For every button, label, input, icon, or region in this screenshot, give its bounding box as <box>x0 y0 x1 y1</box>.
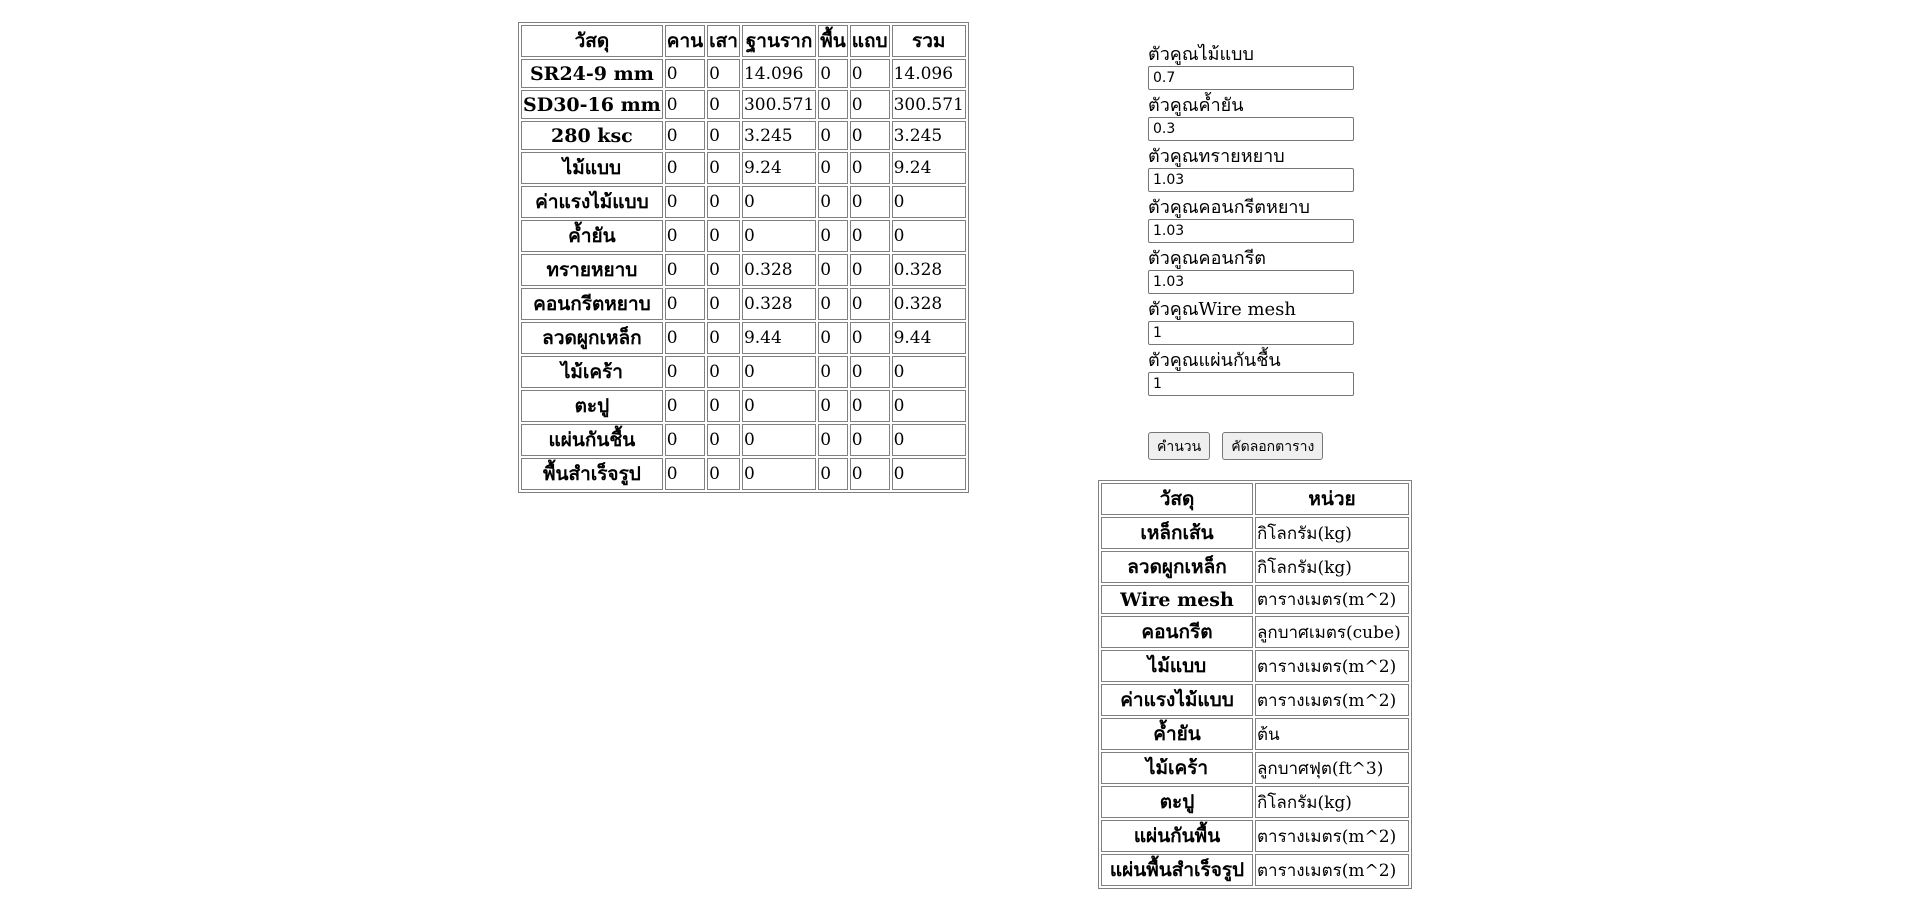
table-row <box>1101 616 1409 648</box>
unit-material-cell: ตะปู <box>1101 786 1253 818</box>
material-value-cell: 0 <box>850 152 890 184</box>
material-value-cell: 0 <box>707 288 740 320</box>
material-name-cell: ทรายหยาบ <box>521 254 663 286</box>
material-value-cell: 0 <box>665 356 705 388</box>
material-value-cell: 0 <box>818 90 848 119</box>
material-value-cell: 0 <box>707 152 740 184</box>
material-value-cell: 0 <box>707 356 740 388</box>
unit-value-cell: กิโลกรัม(kg) <box>1255 786 1409 818</box>
material-value-cell: 300.571 <box>892 90 966 119</box>
material-value-cell: 0 <box>818 152 848 184</box>
table-row <box>1101 786 1409 818</box>
table-row <box>1101 684 1409 716</box>
table-row <box>521 186 966 218</box>
material-value-cell: 0 <box>892 220 966 252</box>
material-name-cell: SD30-16 mm <box>521 90 663 119</box>
factors-panel <box>1148 44 1388 401</box>
unit-material-cell: เหล็กเส้น <box>1101 517 1253 549</box>
factor-label: ตัวคูณคอนกรีต <box>1148 248 1266 269</box>
table-row <box>521 322 966 354</box>
material-value-cell: 0 <box>665 59 705 88</box>
factor-input[interactable] <box>1148 321 1354 345</box>
unit-material-cell: แผ่นพื้นสำเร็จรูป <box>1101 854 1253 886</box>
header-footing: ฐานราก <box>742 25 816 57</box>
unit-material-cell: แผ่นกันพื้น <box>1101 820 1253 852</box>
table-row <box>1101 551 1409 583</box>
material-value-cell: 3.245 <box>892 121 966 150</box>
material-value-cell: 0.328 <box>892 288 966 320</box>
material-name-cell: 280 ksc <box>521 121 663 150</box>
copy-table-button[interactable]: คัดลอกตาราง <box>1222 432 1323 460</box>
material-value-cell: 14.096 <box>892 59 966 88</box>
material-value-cell: 0 <box>892 424 966 456</box>
material-value-cell: 0 <box>850 121 890 150</box>
material-value-cell: 0 <box>707 59 740 88</box>
material-name-cell: แผ่นกันชื้น <box>521 424 663 456</box>
material-value-cell: 3.245 <box>742 121 816 150</box>
material-value-cell: 9.44 <box>742 322 816 354</box>
material-value-cell: 0 <box>665 390 705 422</box>
material-value-cell: 0 <box>892 390 966 422</box>
unit-value-cell: ตารางเมตร(m^2) <box>1255 650 1409 682</box>
material-value-cell: 0 <box>707 186 740 218</box>
material-value-cell: 0 <box>742 186 816 218</box>
header-beam: คาน <box>665 25 705 57</box>
unit-value-cell: กิโลกรัม(kg) <box>1255 517 1409 549</box>
material-value-cell: 0 <box>818 288 848 320</box>
material-value-cell: 0 <box>850 322 890 354</box>
material-value-cell: 0 <box>850 59 890 88</box>
unit-value-cell: ลูกบาศฟุต(ft^3) <box>1255 752 1409 784</box>
material-value-cell: 0 <box>707 121 740 150</box>
material-name-cell: คอนกรีตหยาบ <box>521 288 663 320</box>
table-row <box>521 90 966 119</box>
factor-input[interactable] <box>1148 117 1354 141</box>
unit-material-cell: Wire mesh <box>1101 585 1253 614</box>
units-header-unit: หน่วย <box>1255 483 1409 515</box>
unit-value-cell: ตารางเมตร(m^2) <box>1255 820 1409 852</box>
material-name-cell: พื้นสำเร็จรูป <box>521 458 663 490</box>
unit-material-cell: ค่าแรงไม้แบบ <box>1101 684 1253 716</box>
material-name-cell: ลวดผูกเหล็ก <box>521 322 663 354</box>
unit-value-cell: กิโลกรัม(kg) <box>1255 551 1409 583</box>
material-value-cell: 0 <box>850 220 890 252</box>
table-row <box>1101 650 1409 682</box>
factor-input[interactable] <box>1148 372 1354 396</box>
action-buttons <box>1148 432 1335 460</box>
material-value-cell: 0 <box>892 186 966 218</box>
unit-value-cell: ต้น <box>1255 718 1409 750</box>
table-row <box>521 458 966 490</box>
header-strip: แถบ <box>850 25 890 57</box>
material-value-cell: 0 <box>665 322 705 354</box>
table-row <box>1101 517 1409 549</box>
material-name-cell: ไม้เคร้า <box>521 356 663 388</box>
factor-label: ตัวคูณค้ำยัน <box>1148 95 1244 116</box>
material-value-cell: 0 <box>665 121 705 150</box>
table-row <box>521 59 966 88</box>
unit-value-cell: ลูกบาศเมตร(cube) <box>1255 616 1409 648</box>
calculate-button[interactable]: คำนวน <box>1148 432 1210 460</box>
material-value-cell: 0 <box>707 220 740 252</box>
material-value-cell: 0 <box>665 90 705 119</box>
material-value-cell: 14.096 <box>742 59 816 88</box>
material-value-cell: 0 <box>892 356 966 388</box>
factor-input[interactable] <box>1148 270 1354 294</box>
material-value-cell: 0 <box>818 254 848 286</box>
material-value-cell: 0 <box>665 424 705 456</box>
unit-material-cell: ค้ำยัน <box>1101 718 1253 750</box>
units-body <box>1101 517 1409 886</box>
material-value-cell: 0 <box>850 458 890 490</box>
unit-material-cell: ลวดผูกเหล็ก <box>1101 551 1253 583</box>
table-row <box>521 254 966 286</box>
material-value-cell: 0 <box>818 356 848 388</box>
materials-header-row <box>521 25 966 57</box>
material-value-cell: 0 <box>665 220 705 252</box>
factor-label: ตัวคูณWire mesh <box>1148 299 1297 320</box>
unit-material-cell: ไม้เคร้า <box>1101 752 1253 784</box>
material-value-cell: 0 <box>665 288 705 320</box>
units-table <box>1098 480 1412 889</box>
table-row <box>1101 752 1409 784</box>
unit-value-cell: ตารางเมตร(m^2) <box>1255 585 1409 614</box>
material-value-cell: 0 <box>818 186 848 218</box>
material-value-cell: 0 <box>742 458 816 490</box>
table-row <box>521 220 966 252</box>
material-value-cell: 0 <box>818 220 848 252</box>
material-value-cell: 0 <box>665 254 705 286</box>
unit-material-cell: ไม้แบบ <box>1101 650 1253 682</box>
table-row <box>521 424 966 456</box>
table-row <box>1101 718 1409 750</box>
material-value-cell: 0 <box>818 390 848 422</box>
material-value-cell: 0 <box>707 458 740 490</box>
factor-input[interactable] <box>1148 168 1354 192</box>
units-header-row <box>1101 483 1409 515</box>
material-value-cell: 0 <box>850 356 890 388</box>
material-value-cell: 9.24 <box>892 152 966 184</box>
unit-value-cell: ตารางเมตร(m^2) <box>1255 854 1409 886</box>
material-value-cell: 0.328 <box>742 254 816 286</box>
materials-body <box>521 59 966 490</box>
factor-label: ตัวคูณแผ่นกันชื้น <box>1148 350 1281 371</box>
table-row <box>521 152 966 184</box>
units-header-material: วัสดุ <box>1101 483 1253 515</box>
material-value-cell: 0 <box>850 186 890 218</box>
material-value-cell: 0 <box>665 458 705 490</box>
material-value-cell: 0 <box>850 288 890 320</box>
material-value-cell: 0 <box>818 59 848 88</box>
material-name-cell: ค่าแรงไม้แบบ <box>521 186 663 218</box>
material-value-cell: 0.328 <box>742 288 816 320</box>
material-name-cell: ไม้แบบ <box>521 152 663 184</box>
materials-table <box>518 22 969 493</box>
factor-input[interactable] <box>1148 219 1354 243</box>
material-value-cell: 0 <box>818 458 848 490</box>
material-value-cell: 0 <box>707 322 740 354</box>
table-row <box>1101 585 1409 614</box>
material-value-cell: 0 <box>742 424 816 456</box>
material-value-cell: 300.571 <box>742 90 816 119</box>
material-value-cell: 0 <box>818 121 848 150</box>
material-value-cell: 0 <box>742 390 816 422</box>
material-name-cell: SR24-9 mm <box>521 59 663 88</box>
table-row <box>521 121 966 150</box>
material-value-cell: 0 <box>818 424 848 456</box>
unit-value-cell: ตารางเมตร(m^2) <box>1255 684 1409 716</box>
material-value-cell: 9.44 <box>892 322 966 354</box>
table-row <box>521 288 966 320</box>
material-value-cell: 0 <box>850 390 890 422</box>
table-row <box>1101 854 1409 886</box>
material-value-cell: 0 <box>707 90 740 119</box>
material-value-cell: 0 <box>742 220 816 252</box>
unit-material-cell: คอนกรีต <box>1101 616 1253 648</box>
material-value-cell: 0 <box>665 152 705 184</box>
factor-label: ตัวคูณคอนกรีตหยาบ <box>1148 197 1310 218</box>
header-total: รวม <box>892 25 966 57</box>
material-value-cell: 0.328 <box>892 254 966 286</box>
material-value-cell: 0 <box>892 458 966 490</box>
material-value-cell: 0 <box>707 390 740 422</box>
material-value-cell: 0 <box>850 254 890 286</box>
factor-input[interactable] <box>1148 66 1354 90</box>
header-material: วัสดุ <box>521 25 663 57</box>
material-name-cell: ตะปู <box>521 390 663 422</box>
material-name-cell: ค้ำยัน <box>521 220 663 252</box>
material-value-cell: 0 <box>850 424 890 456</box>
material-value-cell: 0 <box>665 186 705 218</box>
material-value-cell: 0 <box>707 424 740 456</box>
material-value-cell: 9.24 <box>742 152 816 184</box>
material-value-cell: 0 <box>818 322 848 354</box>
material-value-cell: 0 <box>850 90 890 119</box>
header-slab: พื้น <box>818 25 848 57</box>
factor-label: ตัวคูณไม้แบบ <box>1148 44 1254 65</box>
header-column: เสา <box>707 25 740 57</box>
table-row <box>1101 820 1409 852</box>
factor-label: ตัวคูณทรายหยาบ <box>1148 146 1285 167</box>
material-value-cell: 0 <box>707 254 740 286</box>
material-value-cell: 0 <box>742 356 816 388</box>
table-row <box>521 390 966 422</box>
table-row <box>521 356 966 388</box>
